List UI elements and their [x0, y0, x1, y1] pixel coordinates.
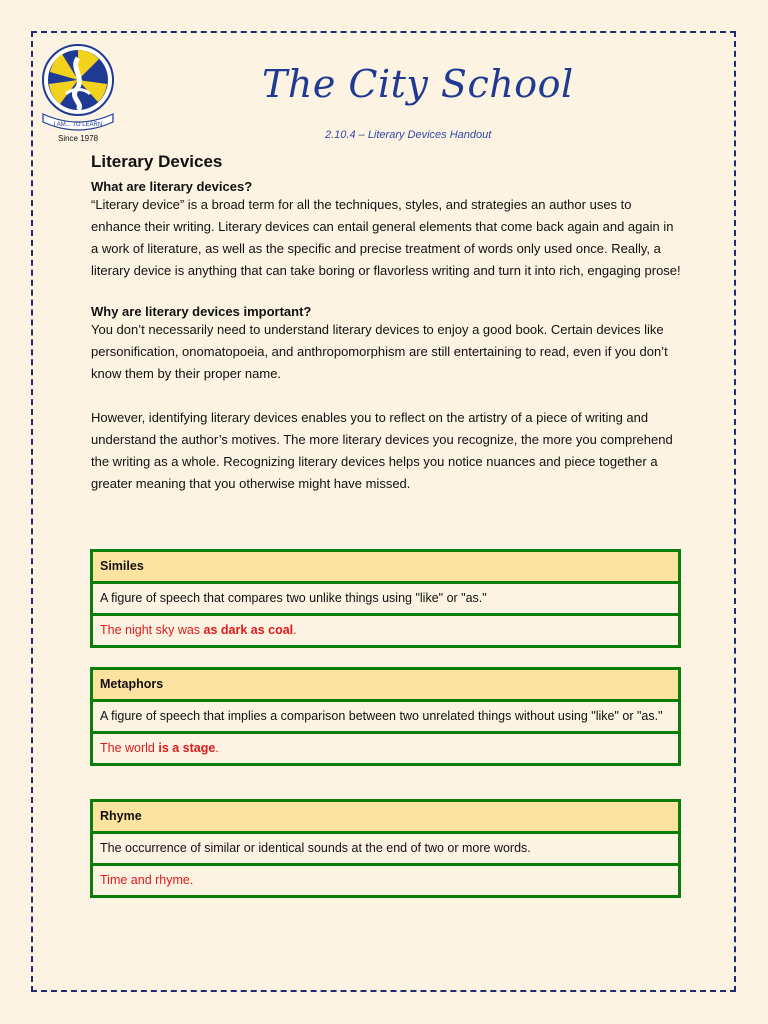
- device-example: Time and rhyme.: [93, 863, 678, 895]
- device-name: Rhyme: [93, 802, 678, 831]
- document-body: [91, 152, 681, 495]
- device-table-metaphors: [90, 667, 681, 766]
- section-paragraph: “Literary device” is a broad term for all the techniques, styles, and strategies an author uses to enhance their writing. Literary devices can entail general elements that come back again and again in a work of literature, as well as the specific and precise treatment of words only used once. Really, a literary device is anything that can take boring or flavorless writing and turn it into rich, engaging prose!: [91, 197, 681, 278]
- device-name: Similes: [93, 552, 678, 581]
- city-school-crest-icon: [40, 44, 116, 144]
- handout-subtitle: 2.10.4 – Literary Devices Handout: [325, 129, 492, 141]
- device-definition: The occurrence of similar or identical sounds at the end of two or more words.: [93, 831, 678, 863]
- device-table-similes: [90, 549, 681, 648]
- section-heading-why: Why are literary devices important?: [91, 304, 312, 319]
- section-paragraph: However, identifying literary devices enables you to reflect on the artistry of a piece of writing and understand the author’s motives. The more literary devices you recognize, the more you comprehend the writing as a whole. Recognizing literary devices helps you notice nuances and piece together a greater meaning that you otherwise might have missed.: [91, 410, 673, 491]
- device-definition: A figure of speech that implies a comparison between two unrelated things without using "like" or "as.": [93, 699, 678, 731]
- section-heading-what: What are literary devices?: [91, 179, 253, 194]
- device-name: Metaphors: [93, 670, 678, 699]
- crest-motto: I AM... TO LEARN: [53, 122, 103, 128]
- section-paragraph: You don’t necessarily need to understand literary devices to enjoy a good book. Certain devices like personification, onomatopoeia, and anthropomorphism are still entertaining to read, even if you don’t know them by their proper name.: [91, 322, 668, 381]
- device-example: The world is a stage.: [93, 731, 678, 763]
- device-definition: A figure of speech that compares two unlike things using "like" or "as.": [93, 581, 678, 613]
- document-title: Literary Devices: [91, 152, 223, 171]
- device-example: The night sky was as dark as coal.: [93, 613, 678, 645]
- device-table-rhyme: [90, 799, 681, 898]
- brand-title: The City School: [262, 62, 574, 106]
- crest-since: Since 1978: [57, 134, 99, 143]
